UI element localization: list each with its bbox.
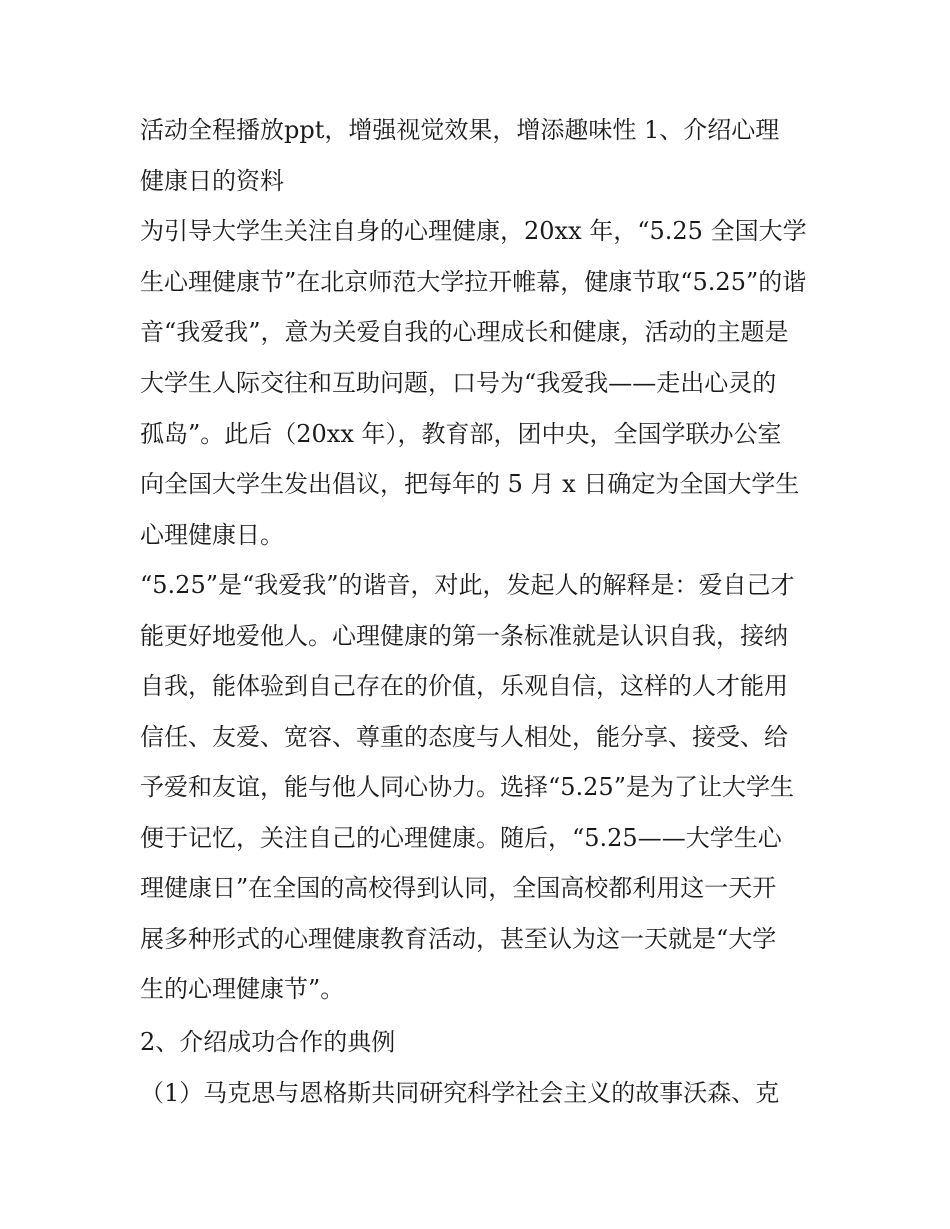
- text-line: 孤岛”。此后（20xx 年），教育部，团中央，全国学联办公室: [140, 420, 782, 448]
- text-line: 大学生人际交往和互助问题，口号为“我爱我——走出心灵的: [140, 369, 777, 397]
- text-line: （1）马克思与恩格斯共同研究科学社会主义的故事沃森、克: [140, 1079, 780, 1107]
- text-line: 能更好地爱他人。心理健康的第一条标准就是认识自我，接纳: [140, 622, 788, 650]
- text-line: 向全国大学生发出倡议，把每年的 5 月 x 日确定为全国大学生: [140, 470, 800, 498]
- text-line: 为引导大学生关注自身的心理健康，20xx 年，“5.25 全国大学: [140, 217, 807, 245]
- text-line: 理健康日”在全国的高校得到认同，全国高校都利用这一天开: [140, 874, 777, 902]
- text-line: 生心理健康节”在北京师范大学拉开帷幕，健康节取“5.25”的谐: [140, 268, 807, 296]
- section-heading: 2、介绍成功合作的典例: [140, 1028, 396, 1056]
- text-line: 健康日的资料: [140, 167, 284, 195]
- text-line: 心理健康日。: [140, 521, 284, 549]
- text-line: 生的心理健康节”。: [140, 975, 345, 1003]
- text-line: 自我，能体验到自己存在的价值，乐观自信，这样的人才能用: [140, 672, 788, 700]
- text-line: 活动全程播放ppt，增强视觉效果，增添趣味性 1、介绍心理: [140, 116, 780, 144]
- text-line: 予爱和友谊，能与他人同心协力。选择“5.25”是为了让大学生: [140, 773, 794, 801]
- text-line: “5.25”是“我爱我”的谐音，对此，发起人的解释是：爱自己才: [140, 571, 795, 599]
- text-line: 便于记忆，关注自己的心理健康。随后，“5.25——大学生心: [140, 824, 782, 852]
- text-line: 展多种形式的心理健康教育活动，甚至认为这一天就是“大学: [140, 925, 777, 953]
- text-line: 信任、友爱、宽容、尊重的态度与人相处，能分享、接受、给: [140, 723, 788, 751]
- text-line: 音“我爱我”，意为关爱自我的心理成长和健康，活动的主题是: [140, 318, 789, 346]
